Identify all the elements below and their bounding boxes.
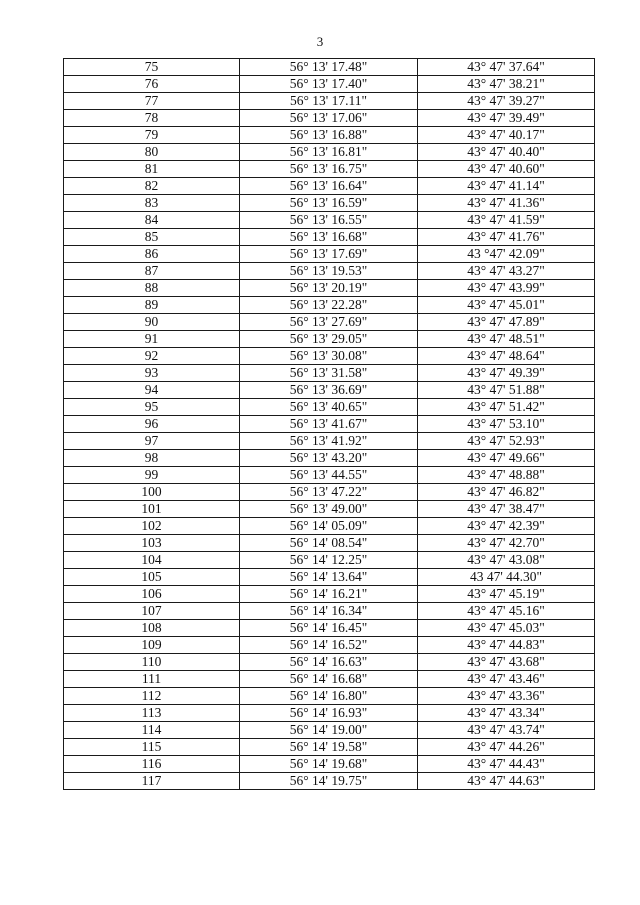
point-number-cell: 96 bbox=[64, 416, 240, 433]
point-number-cell: 102 bbox=[64, 518, 240, 535]
table-row bbox=[64, 569, 595, 586]
latitude-cell: 56° 13' 16.59" bbox=[240, 195, 418, 212]
table-row bbox=[64, 382, 595, 399]
table-row bbox=[64, 93, 595, 110]
longitude-cell: 43° 47' 52.93" bbox=[418, 433, 595, 450]
table-row bbox=[64, 756, 595, 773]
latitude-cell: 56° 13' 16.68" bbox=[240, 229, 418, 246]
point-number-cell: 116 bbox=[64, 756, 240, 773]
point-number-cell: 77 bbox=[64, 93, 240, 110]
point-number-cell: 104 bbox=[64, 552, 240, 569]
latitude-cell: 56° 14' 19.58" bbox=[240, 739, 418, 756]
table-row bbox=[64, 603, 595, 620]
longitude-cell: 43° 47' 43.99" bbox=[418, 280, 595, 297]
point-number-cell: 106 bbox=[64, 586, 240, 603]
longitude-cell: 43° 47' 38.47" bbox=[418, 501, 595, 518]
point-number-cell: 113 bbox=[64, 705, 240, 722]
latitude-cell: 56° 13' 17.69" bbox=[240, 246, 418, 263]
table-row bbox=[64, 722, 595, 739]
table-row bbox=[64, 501, 595, 518]
latitude-cell: 56° 14' 12.25" bbox=[240, 552, 418, 569]
table-row bbox=[64, 212, 595, 229]
latitude-cell: 56° 13' 17.11" bbox=[240, 93, 418, 110]
table-row bbox=[64, 773, 595, 790]
latitude-cell: 56° 13' 43.20" bbox=[240, 450, 418, 467]
longitude-cell: 43° 47' 40.60" bbox=[418, 161, 595, 178]
longitude-cell: 43° 47' 51.88" bbox=[418, 382, 595, 399]
table-row bbox=[64, 76, 595, 93]
longitude-cell: 43° 47' 43.36" bbox=[418, 688, 595, 705]
point-number-cell: 83 bbox=[64, 195, 240, 212]
table-row bbox=[64, 637, 595, 654]
point-number-cell: 105 bbox=[64, 569, 240, 586]
point-number-cell: 90 bbox=[64, 314, 240, 331]
table-row bbox=[64, 450, 595, 467]
table-row bbox=[64, 246, 595, 263]
latitude-cell: 56° 13' 47.22" bbox=[240, 484, 418, 501]
longitude-cell: 43° 47' 44.83" bbox=[418, 637, 595, 654]
point-number-cell: 88 bbox=[64, 280, 240, 297]
latitude-cell: 56° 14' 19.75" bbox=[240, 773, 418, 790]
longitude-cell: 43° 47' 41.36" bbox=[418, 195, 595, 212]
table-row bbox=[64, 348, 595, 365]
longitude-cell: 43° 47' 39.49" bbox=[418, 110, 595, 127]
latitude-cell: 56° 13' 30.08" bbox=[240, 348, 418, 365]
point-number-cell: 110 bbox=[64, 654, 240, 671]
table-row bbox=[64, 620, 595, 637]
longitude-cell: 43° 47' 40.40" bbox=[418, 144, 595, 161]
longitude-cell: 43° 47' 41.76" bbox=[418, 229, 595, 246]
point-number-cell: 94 bbox=[64, 382, 240, 399]
latitude-cell: 56° 13' 17.48" bbox=[240, 59, 418, 76]
point-number-cell: 89 bbox=[64, 297, 240, 314]
longitude-cell: 43° 47' 46.82" bbox=[418, 484, 595, 501]
longitude-cell: 43° 47' 48.64" bbox=[418, 348, 595, 365]
point-number-cell: 79 bbox=[64, 127, 240, 144]
point-number-cell: 87 bbox=[64, 263, 240, 280]
latitude-cell: 56° 14' 19.68" bbox=[240, 756, 418, 773]
latitude-cell: 56° 13' 16.81" bbox=[240, 144, 418, 161]
latitude-cell: 56° 13' 41.92" bbox=[240, 433, 418, 450]
longitude-cell: 43° 47' 45.16" bbox=[418, 603, 595, 620]
point-number-cell: 95 bbox=[64, 399, 240, 416]
point-number-cell: 114 bbox=[64, 722, 240, 739]
point-number-cell: 85 bbox=[64, 229, 240, 246]
latitude-cell: 56° 13' 29.05" bbox=[240, 331, 418, 348]
longitude-cell: 43° 47' 43.08" bbox=[418, 552, 595, 569]
longitude-cell: 43° 47' 53.10" bbox=[418, 416, 595, 433]
longitude-cell: 43° 47' 51.42" bbox=[418, 399, 595, 416]
longitude-cell: 43° 47' 45.03" bbox=[418, 620, 595, 637]
table-row bbox=[64, 297, 595, 314]
table-row bbox=[64, 535, 595, 552]
longitude-cell: 43° 47' 42.70" bbox=[418, 535, 595, 552]
page-number: 3 bbox=[316, 34, 324, 49]
latitude-cell: 56° 14' 16.52" bbox=[240, 637, 418, 654]
latitude-cell: 56° 14' 16.80" bbox=[240, 688, 418, 705]
table-row bbox=[64, 331, 595, 348]
latitude-cell: 56° 13' 44.55" bbox=[240, 467, 418, 484]
coordinates-table-body bbox=[64, 59, 595, 790]
point-number-cell: 115 bbox=[64, 739, 240, 756]
point-number-cell: 103 bbox=[64, 535, 240, 552]
latitude-cell: 56° 14' 16.45" bbox=[240, 620, 418, 637]
longitude-cell: 43° 47' 45.01" bbox=[418, 297, 595, 314]
latitude-cell: 56° 13' 17.06" bbox=[240, 110, 418, 127]
longitude-cell: 43° 47' 44.63" bbox=[418, 773, 595, 790]
latitude-cell: 56° 13' 16.75" bbox=[240, 161, 418, 178]
table-row bbox=[64, 314, 595, 331]
longitude-cell: 43 °47' 42.09" bbox=[418, 246, 595, 263]
latitude-cell: 56° 14' 16.68" bbox=[240, 671, 418, 688]
longitude-cell: 43° 47' 47.89" bbox=[418, 314, 595, 331]
point-number-cell: 81 bbox=[64, 161, 240, 178]
point-number-cell: 91 bbox=[64, 331, 240, 348]
latitude-cell: 56° 13' 16.64" bbox=[240, 178, 418, 195]
longitude-cell: 43° 47' 43.27" bbox=[418, 263, 595, 280]
longitude-cell: 43° 47' 42.39" bbox=[418, 518, 595, 535]
table-row bbox=[64, 144, 595, 161]
point-number-cell: 117 bbox=[64, 773, 240, 790]
latitude-cell: 56° 13' 19.53" bbox=[240, 263, 418, 280]
point-number-cell: 107 bbox=[64, 603, 240, 620]
longitude-cell: 43° 47' 49.66" bbox=[418, 450, 595, 467]
point-number-cell: 82 bbox=[64, 178, 240, 195]
latitude-cell: 56° 13' 41.67" bbox=[240, 416, 418, 433]
table-row bbox=[64, 654, 595, 671]
point-number-cell: 86 bbox=[64, 246, 240, 263]
longitude-cell: 43° 47' 48.51" bbox=[418, 331, 595, 348]
latitude-cell: 56° 13' 16.88" bbox=[240, 127, 418, 144]
point-number-cell: 99 bbox=[64, 467, 240, 484]
table-row bbox=[64, 229, 595, 246]
table-row bbox=[64, 484, 595, 501]
latitude-cell: 56° 14' 16.34" bbox=[240, 603, 418, 620]
point-number-cell: 76 bbox=[64, 76, 240, 93]
point-number-cell: 75 bbox=[64, 59, 240, 76]
latitude-cell: 56° 13' 27.69" bbox=[240, 314, 418, 331]
table-row bbox=[64, 399, 595, 416]
table-row bbox=[64, 280, 595, 297]
table-row bbox=[64, 416, 595, 433]
latitude-cell: 56° 13' 20.19" bbox=[240, 280, 418, 297]
point-number-cell: 80 bbox=[64, 144, 240, 161]
longitude-cell: 43° 47' 43.34" bbox=[418, 705, 595, 722]
longitude-cell: 43° 47' 40.17" bbox=[418, 127, 595, 144]
longitude-cell: 43° 47' 44.43" bbox=[418, 756, 595, 773]
coordinates-table bbox=[63, 58, 595, 790]
longitude-cell: 43° 47' 49.39" bbox=[418, 365, 595, 382]
point-number-cell: 92 bbox=[64, 348, 240, 365]
latitude-cell: 56° 13' 17.40" bbox=[240, 76, 418, 93]
point-number-cell: 111 bbox=[64, 671, 240, 688]
point-number-cell: 112 bbox=[64, 688, 240, 705]
table-row bbox=[64, 127, 595, 144]
longitude-cell: 43° 47' 44.26" bbox=[418, 739, 595, 756]
longitude-cell: 43° 47' 43.74" bbox=[418, 722, 595, 739]
longitude-cell: 43 47' 44.30" bbox=[418, 569, 595, 586]
table-row bbox=[64, 671, 595, 688]
longitude-cell: 43° 47' 41.14" bbox=[418, 178, 595, 195]
point-number-cell: 78 bbox=[64, 110, 240, 127]
latitude-cell: 56° 14' 08.54" bbox=[240, 535, 418, 552]
table-row bbox=[64, 688, 595, 705]
point-number-cell: 109 bbox=[64, 637, 240, 654]
longitude-cell: 43° 47' 45.19" bbox=[418, 586, 595, 603]
latitude-cell: 56° 13' 49.00" bbox=[240, 501, 418, 518]
table-row bbox=[64, 195, 595, 212]
latitude-cell: 56° 14' 16.21" bbox=[240, 586, 418, 603]
table-row bbox=[64, 433, 595, 450]
point-number-cell: 84 bbox=[64, 212, 240, 229]
latitude-cell: 56° 13' 31.58" bbox=[240, 365, 418, 382]
table-row bbox=[64, 518, 595, 535]
latitude-cell: 56° 13' 40.65" bbox=[240, 399, 418, 416]
point-number-cell: 100 bbox=[64, 484, 240, 501]
table-row bbox=[64, 263, 595, 280]
table-row bbox=[64, 739, 595, 756]
table-row bbox=[64, 467, 595, 484]
latitude-cell: 56° 14' 16.93" bbox=[240, 705, 418, 722]
longitude-cell: 43° 47' 37.64" bbox=[418, 59, 595, 76]
point-number-cell: 101 bbox=[64, 501, 240, 518]
table-row bbox=[64, 586, 595, 603]
point-number-cell: 108 bbox=[64, 620, 240, 637]
longitude-cell: 43° 47' 43.68" bbox=[418, 654, 595, 671]
table-row bbox=[64, 110, 595, 127]
latitude-cell: 56° 13' 22.28" bbox=[240, 297, 418, 314]
latitude-cell: 56° 13' 36.69" bbox=[240, 382, 418, 399]
table-row bbox=[64, 59, 595, 76]
latitude-cell: 56° 14' 05.09" bbox=[240, 518, 418, 535]
longitude-cell: 43° 47' 48.88" bbox=[418, 467, 595, 484]
table-row bbox=[64, 705, 595, 722]
longitude-cell: 43° 47' 43.46" bbox=[418, 671, 595, 688]
latitude-cell: 56° 14' 13.64" bbox=[240, 569, 418, 586]
longitude-cell: 43° 47' 38.21" bbox=[418, 76, 595, 93]
point-number-cell: 93 bbox=[64, 365, 240, 382]
point-number-cell: 97 bbox=[64, 433, 240, 450]
table-row bbox=[64, 178, 595, 195]
longitude-cell: 43° 47' 39.27" bbox=[418, 93, 595, 110]
table-row bbox=[64, 552, 595, 569]
latitude-cell: 56° 13' 16.55" bbox=[240, 212, 418, 229]
table-row bbox=[64, 365, 595, 382]
latitude-cell: 56° 14' 19.00" bbox=[240, 722, 418, 739]
table-row bbox=[64, 161, 595, 178]
point-number-cell: 98 bbox=[64, 450, 240, 467]
longitude-cell: 43° 47' 41.59" bbox=[418, 212, 595, 229]
latitude-cell: 56° 14' 16.63" bbox=[240, 654, 418, 671]
